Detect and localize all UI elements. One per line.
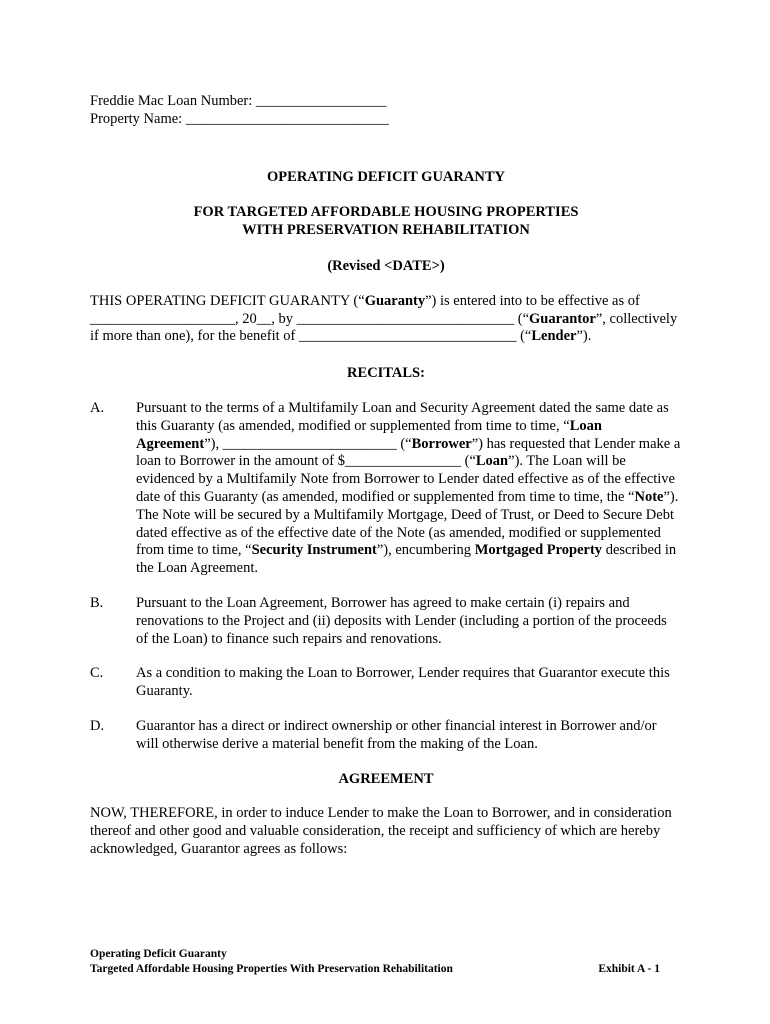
- defined-term-loan: Loan: [475, 453, 509, 470]
- recital-text: As a condition to making the Loan to Borrower, Lender requires that Guarantor execute this Guaranty.: [136, 665, 670, 700]
- loan-number-line: Freddie Mac Loan Number: __________________: [90, 93, 387, 109]
- footer-row: [90, 962, 660, 977]
- intro-text: ”) is entered into to be effective as of ____________________, 20__, by ______________________________ (“: [90, 292, 640, 327]
- recital-a: [90, 400, 682, 578]
- defined-term-loan-agreement: Loan Agreement: [136, 417, 602, 452]
- agreement-paragraph: NOW, THEREFORE, in order to induce Lender to make the Loan to Borrower, and in consideration thereof and other good and valuable consideration, the receipt and sufficiency of which are hereby acknowledged, Guarantor agrees as follows:: [90, 805, 672, 857]
- recital-text-part: ”). The Note will be secured by a Multifamily Mortgage, Deed of Trust, or Deed to Secure Debt dated effective as of the effective date of the Note (as amended, modified or supplemented from time to time, “: [136, 488, 679, 559]
- revised-date: (Revised <DATE>): [327, 257, 445, 274]
- defined-term-note: Note: [634, 488, 664, 505]
- recital-d: [90, 718, 682, 754]
- footer-subtitle: Targeted Affordable Housing Properties With Preservation Rehabilitation: [90, 962, 453, 975]
- defined-term-guaranty: Guaranty: [364, 292, 426, 309]
- recital-text-part: ”). The Loan will be evidenced by a Multifamily Note from Borrower to Lender dated effective as of the effective date of this Guaranty (as amended, modified or supplemented from time to time, the “: [136, 453, 675, 505]
- intro-text: ”).: [576, 328, 592, 345]
- recital-text-part: described in the Loan Agreement.: [136, 542, 677, 577]
- recital-text-part: ”), encumbering: [376, 542, 475, 559]
- recital-text: Guarantor has a direct or indirect ownership or other financial interest in Borrower and/or will otherwise derive a material benefit from the making of the Loan.: [136, 717, 657, 752]
- recital-letter: A.: [90, 399, 105, 416]
- recital-text: Pursuant to the Loan Agreement, Borrower has agreed to make certain (i) repairs and renovations to the Project and (ii) deposits with Lender (including a portion of the proceeds of the Loan) to finance such repairs and renovations.: [136, 594, 667, 647]
- intro-text: ”, collectively if more than one), for the benefit of ______________________________ (“: [90, 310, 678, 345]
- page-footer: [90, 947, 660, 976]
- property-name-line: Property Name: ____________________________: [90, 110, 389, 127]
- defined-term-mortgaged-property: Mortgaged Property: [474, 542, 603, 559]
- recitals-heading: RECITALS:: [347, 365, 425, 382]
- recital-text-part: Pursuant to the terms of a Multifamily Loan and Security Agreement dated the same date as this Guaranty (as amended, modified or supplemented from time to time, “: [136, 399, 669, 434]
- recital-text-part: ”), ________________________ (“: [204, 435, 412, 452]
- recital-letter: D.: [90, 717, 105, 734]
- page-number: Exhibit A - 1: [598, 962, 660, 975]
- defined-term-security-instrument: Security Instrument: [251, 542, 377, 559]
- subtitle-line-2: WITH PRESERVATION REHABILITATION: [242, 222, 530, 239]
- recital-letter: C.: [90, 665, 104, 682]
- recital-b: [90, 595, 682, 648]
- recital-c: [90, 665, 682, 701]
- recital-text-part: ”) has requested that Lender make a loan to Borrower in the amount of $________________ (“: [136, 435, 681, 470]
- intro-text: THIS OPERATING DEFICIT GUARANTY (“: [90, 292, 365, 309]
- defined-term-lender: Lender: [531, 328, 577, 345]
- document-subtitle: [90, 204, 682, 240]
- subtitle-line-1: FOR TARGETED AFFORDABLE HOUSING PROPERTIES: [193, 204, 579, 221]
- recital-text: [136, 400, 682, 578]
- document-page: [90, 93, 682, 859]
- agreement-heading: AGREEMENT: [338, 770, 434, 787]
- footer-title: Operating Deficit Guaranty: [90, 948, 227, 960]
- document-title: OPERATING DEFICIT GUARANTY: [267, 168, 505, 185]
- defined-term-guarantor: Guarantor: [529, 310, 596, 327]
- intro-paragraph: [90, 293, 682, 346]
- defined-term-borrower: Borrower: [411, 435, 472, 452]
- recital-letter: B.: [90, 594, 104, 611]
